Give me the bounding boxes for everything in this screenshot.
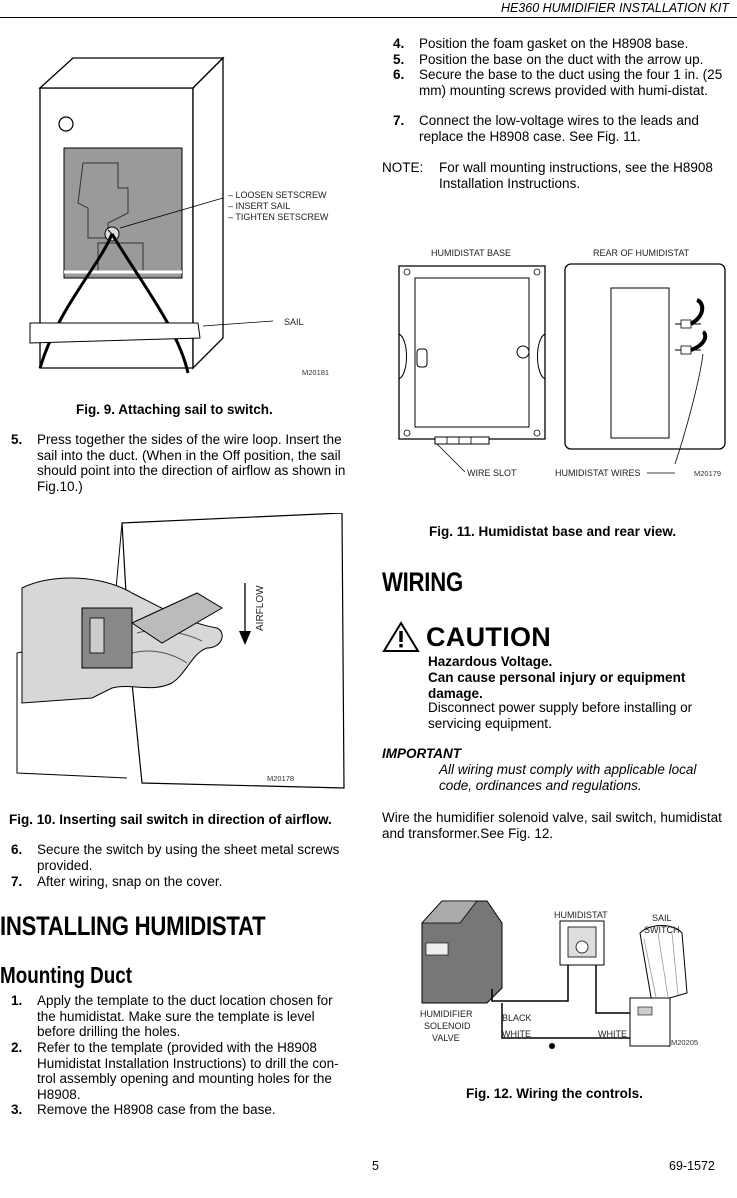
- header-title: HE360 HUMIDIFIER INSTALLATION KIT: [500, 1, 729, 15]
- mount-step-3: [11, 1102, 353, 1118]
- step-text: Apply the template to the duct location chosen for the humidistat. Make sure the template is level before drilling the holes.: [37, 993, 333, 1039]
- caution-line-1: [428, 654, 728, 670]
- mounting-duct-heading: Mounting Duct: [0, 962, 132, 988]
- warning-triangle-icon: [382, 621, 420, 653]
- step-number: 7.: [11, 874, 23, 889]
- step-number: 3.: [11, 1102, 23, 1117]
- step-text: Secure the base to the duct using the four 1 in. (25 mm) mounting screws provided with humi-distat.: [419, 67, 723, 98]
- step-text: Position the foam gasket on the H8908 base.: [419, 36, 689, 51]
- fig12-code: M20205: [671, 1038, 699, 1047]
- mount-step-1: [11, 993, 353, 1040]
- note-text: For wall mounting instructions, see the H8908 Installation Instructions.: [439, 160, 713, 191]
- fig12-sail-label-2: SWITCH: [644, 925, 680, 935]
- mount-step-4: [393, 36, 735, 52]
- fig12-valve-label-2: SOLENOID: [424, 1021, 471, 1031]
- fig10-airflow-label: AIRFLOW: [255, 585, 266, 631]
- mount-step-5: [393, 52, 735, 68]
- caution-hazard: Hazardous Voltage.: [428, 654, 553, 669]
- installing-humidistat-heading: INSTALLING HUMIDISTAT: [0, 911, 266, 941]
- mount-step-2: [11, 1040, 353, 1102]
- fig9-label-insert: – INSERT SAIL: [228, 201, 291, 211]
- fig9-code: M20181: [302, 368, 330, 377]
- fig9-illustration: [28, 38, 348, 383]
- step-text: Position the base on the duct with the arrow up.: [419, 52, 704, 67]
- mount-step-6: [393, 67, 737, 98]
- fig9-label-loosen: – LOOSEN SETSCREW: [228, 190, 327, 200]
- step-number: 4.: [393, 36, 405, 51]
- fig11-wire-slot-label: WIRE SLOT: [467, 468, 517, 478]
- fig10-code: M20178: [267, 774, 295, 783]
- header-rule: [0, 17, 737, 18]
- fig12-valve-label-1: HUMIDIFIER: [420, 1009, 473, 1019]
- footer-page-number: 5: [372, 1159, 379, 1173]
- caution-word: CAUTION: [426, 622, 552, 652]
- fig12-humidistat-label: HUMIDISTAT: [554, 910, 608, 920]
- caution-line-2: [428, 670, 728, 701]
- mount-step-7: [393, 113, 735, 144]
- fig10-illustration: [12, 513, 352, 793]
- step-text: Connect the low-voltage wires to the leads and replace the H8908 case. See Fig. 11.: [419, 113, 699, 144]
- step-number: 2.: [11, 1040, 23, 1055]
- fig12-white-label-1: WHITE: [502, 1029, 531, 1039]
- step-5-sail: [11, 432, 353, 494]
- fig12-white-label-2: WHITE: [598, 1029, 627, 1039]
- fig9-label-tighten: – TIGHTEN SETSCREW: [228, 212, 329, 222]
- step-number: 6.: [393, 67, 405, 82]
- step-number: 1.: [11, 993, 23, 1008]
- page-header: [0, 0, 737, 18]
- caution-line-3: Disconnect power supply before installing or servicing equipment.: [428, 700, 693, 731]
- fig11-wires-label: HUMIDISTAT WIRES: [555, 468, 641, 478]
- fig12-valve-label-3: VALVE: [432, 1033, 460, 1043]
- wiring-heading: WIRING: [382, 567, 463, 597]
- step-text: After wiring, snap on the cover.: [37, 874, 223, 889]
- step-number: 6.: [11, 842, 23, 857]
- note-label: NOTE:: [382, 160, 424, 175]
- important-label: IMPORTANT: [382, 746, 461, 761]
- important-text: All wiring must comply with applicable local code, ordinances and regulations.: [439, 762, 697, 793]
- fig11-caption: Fig. 11. Humidistat base and rear view.: [429, 524, 677, 539]
- step-text: Secure the switch by using the sheet metal screws provided.: [37, 842, 340, 873]
- fig9-caption: Fig. 9. Attaching sail to switch.: [76, 402, 273, 417]
- step-text: Press together the sides of the wire loop. Insert the sail into the duct. (When in the Off position, the sail should point into the direction of airflow as shown in Fig.10.): [37, 432, 346, 494]
- fig11-rear-label: REAR OF HUMIDISTAT: [593, 248, 690, 258]
- step-text: Refer to the template (provided with the H8908 Humidistat Installation Instructions) to drill the con-trol assembly opening and mounting holes for the H8908.: [37, 1040, 339, 1102]
- step-number: 5.: [11, 432, 23, 447]
- fig11-code: M20179: [694, 469, 722, 478]
- step-number: 7.: [393, 113, 405, 128]
- step-7-snap-cover: [11, 874, 353, 890]
- step-number: 5.: [393, 52, 405, 67]
- caution-injury: Can cause personal injury or equipment damage.: [428, 670, 686, 701]
- footer-doc-number: 69-1572: [669, 1159, 715, 1173]
- wiring-paragraph: Wire the humidifier solenoid valve, sail switch, humidistat and transformer.See Fig. 12.: [382, 810, 722, 841]
- fig12-black-label: BLACK: [502, 1013, 532, 1023]
- fig10-caption: Fig. 10. Inserting sail switch in direction of airflow.: [9, 812, 332, 827]
- fig12-illustration: [412, 893, 712, 1063]
- step-6-secure: [11, 842, 353, 873]
- fig12-sail-label-1: SAIL: [652, 913, 672, 923]
- fig12-caption: Fig. 12. Wiring the controls.: [466, 1086, 643, 1101]
- fig11-illustration: [385, 244, 735, 484]
- fig9-label-sail: SAIL: [284, 317, 304, 327]
- step-text: Remove the H8908 case from the base.: [37, 1102, 276, 1117]
- fig11-base-label: HUMIDISTAT BASE: [431, 248, 512, 258]
